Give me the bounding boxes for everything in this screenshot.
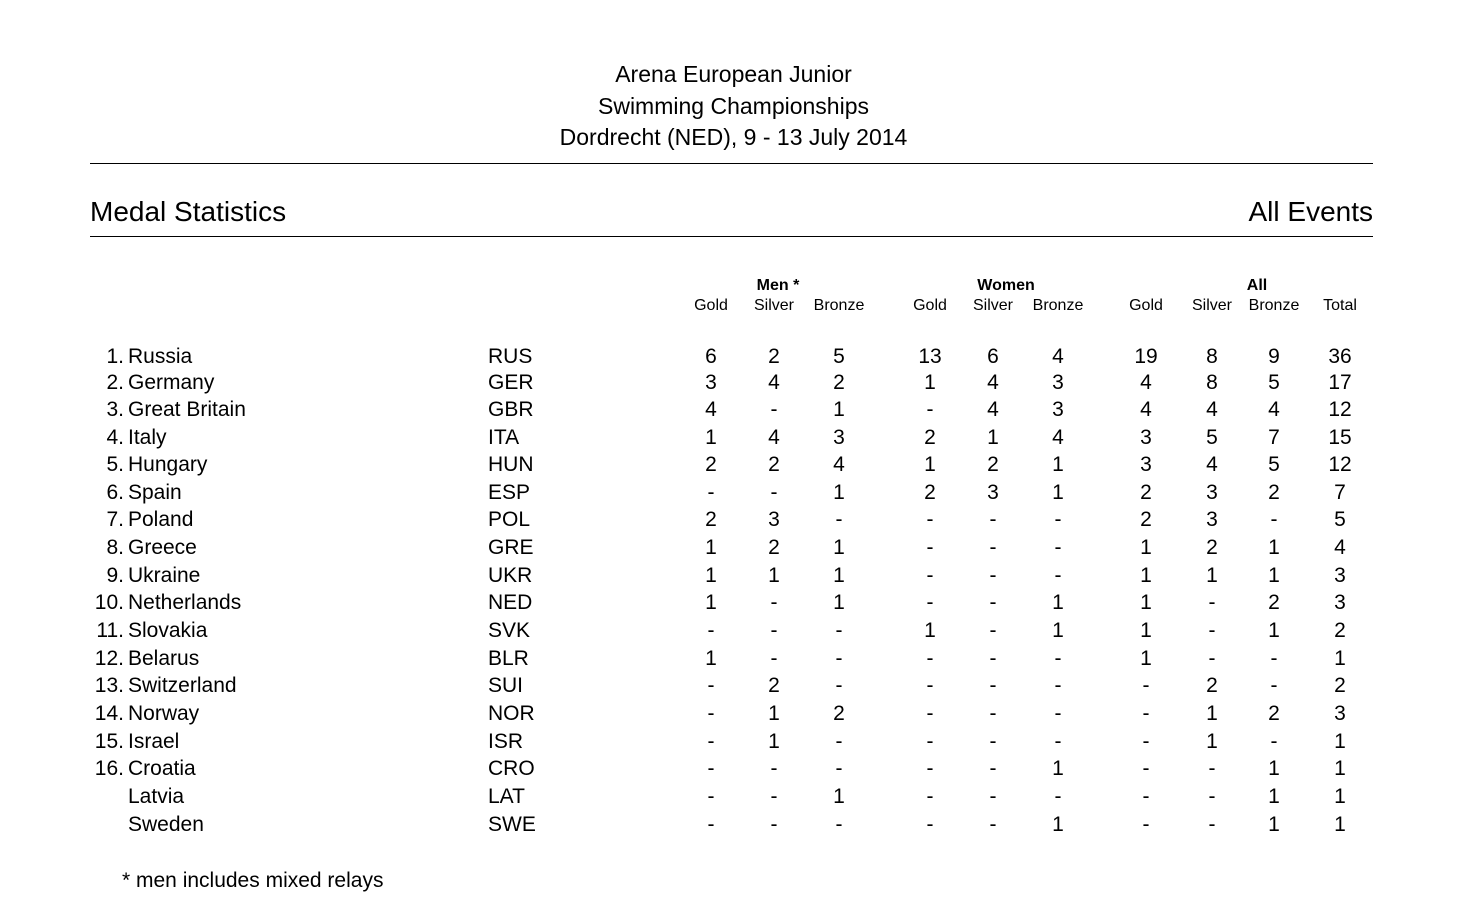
subheader-women-silver: Silver	[972, 297, 1013, 314]
country-cell: Germany	[128, 371, 215, 394]
country-code-cell: CRO	[488, 757, 535, 780]
men-bronze-cell: -	[835, 647, 843, 670]
total-cell: 2	[1334, 619, 1346, 642]
rank-cell: 14.	[94, 702, 124, 725]
men-bronze-cell: 3	[833, 426, 845, 449]
total-cell: 5	[1334, 508, 1346, 531]
table-row	[0, 564, 1467, 590]
country-cell: Hungary	[128, 453, 208, 476]
country-code-cell: POL	[488, 508, 531, 531]
table-row	[0, 508, 1467, 534]
country-code-cell: ESP	[488, 481, 531, 504]
women-silver-cell: -	[989, 702, 997, 725]
men-silver-cell: 2	[768, 674, 780, 697]
women-silver-cell: -	[989, 619, 997, 642]
women-bronze-cell: -	[1054, 785, 1062, 808]
country-code-cell: NOR	[488, 702, 535, 725]
section-divider	[90, 236, 1373, 237]
country-code-cell: HUN	[488, 453, 534, 476]
table-row	[0, 813, 1467, 839]
women-bronze-cell: 1	[1052, 619, 1064, 642]
country-cell: Poland	[128, 508, 194, 531]
men-bronze-cell: 4	[833, 453, 845, 476]
men-silver-cell: 2	[768, 453, 780, 476]
doc-title-line3: Dordrecht (NED), 9 - 13 July 2014	[559, 124, 908, 150]
women-silver-cell: 6	[987, 345, 999, 368]
table-row	[0, 536, 1467, 562]
country-cell: Ukraine	[128, 564, 201, 587]
all-gold-cell: 4	[1140, 371, 1152, 394]
all-bronze-cell: 2	[1268, 702, 1280, 725]
all-bronze-cell: 2	[1268, 481, 1280, 504]
total-cell: 3	[1334, 591, 1346, 614]
men-silver-cell: -	[770, 785, 778, 808]
rank-cell: 9.	[106, 564, 124, 587]
country-cell: Belarus	[128, 647, 200, 670]
women-bronze-cell: 4	[1052, 426, 1064, 449]
country-code-cell: NED	[488, 591, 533, 614]
men-gold-cell: -	[707, 674, 715, 697]
all-silver-cell: 3	[1206, 508, 1218, 531]
women-bronze-cell: 1	[1052, 481, 1064, 504]
women-bronze-cell: -	[1054, 564, 1062, 587]
men-bronze-cell: 2	[833, 702, 845, 725]
all-gold-cell: -	[1142, 730, 1150, 753]
all-silver-cell: -	[1208, 647, 1216, 670]
all-gold-cell: 1	[1140, 564, 1152, 587]
rank-cell: 10.	[94, 591, 124, 614]
total-cell: 1	[1334, 785, 1346, 808]
men-gold-cell: 1	[705, 426, 717, 449]
women-gold-cell: -	[926, 702, 934, 725]
rank-cell: 4.	[106, 426, 124, 449]
men-bronze-cell: 5	[833, 345, 845, 368]
women-silver-cell: -	[989, 564, 997, 587]
women-bronze-cell: -	[1054, 536, 1062, 559]
women-gold-cell: 1	[924, 453, 936, 476]
men-silver-cell: 1	[768, 702, 780, 725]
country-cell: Spain	[128, 481, 182, 504]
country-cell: Italy	[128, 426, 167, 449]
men-gold-cell: -	[707, 619, 715, 642]
total-cell: 36	[1328, 345, 1352, 368]
subheader-all-bronze: Bronze	[1248, 297, 1300, 314]
all-silver-cell: -	[1208, 813, 1216, 836]
men-bronze-cell: -	[835, 757, 843, 780]
all-gold-cell: 1	[1140, 536, 1152, 559]
doc-title-line2: Swimming Championships	[598, 93, 869, 119]
all-silver-cell: 8	[1206, 371, 1218, 394]
women-bronze-cell: 3	[1052, 398, 1064, 421]
country-code-cell: SVK	[488, 619, 531, 642]
all-gold-cell: 3	[1140, 426, 1152, 449]
country-code-cell: GER	[488, 371, 534, 394]
total-cell: 1	[1334, 757, 1346, 780]
women-bronze-cell: -	[1054, 702, 1062, 725]
table-row	[0, 619, 1467, 645]
total-cell: 3	[1334, 564, 1346, 587]
men-silver-cell: -	[770, 647, 778, 670]
total-cell: 3	[1334, 702, 1346, 725]
rank-cell: 5.	[106, 453, 124, 476]
all-gold-cell: 19	[1134, 345, 1158, 368]
men-gold-cell: 1	[705, 564, 717, 587]
all-bronze-cell: 1	[1268, 757, 1280, 780]
all-silver-cell: 2	[1206, 536, 1218, 559]
rank-cell: 12.	[94, 647, 124, 670]
men-silver-cell: -	[770, 481, 778, 504]
all-bronze-cell: 5	[1268, 371, 1280, 394]
all-gold-cell: 4	[1140, 398, 1152, 421]
men-bronze-cell: 1	[833, 481, 845, 504]
all-silver-cell: -	[1208, 785, 1216, 808]
all-gold-cell: -	[1142, 785, 1150, 808]
table-row	[0, 591, 1467, 617]
country-code-cell: UKR	[488, 564, 533, 587]
total-cell: 2	[1334, 674, 1346, 697]
total-cell: 4	[1334, 536, 1346, 559]
country-code-cell: ISR	[488, 730, 524, 753]
all-bronze-cell: 9	[1268, 345, 1280, 368]
women-silver-cell: -	[989, 647, 997, 670]
all-silver-cell: 5	[1206, 426, 1218, 449]
women-bronze-cell: 4	[1052, 345, 1064, 368]
men-gold-cell: 1	[705, 536, 717, 559]
all-gold-cell: 2	[1140, 508, 1152, 531]
total-cell: 7	[1334, 481, 1346, 504]
men-gold-cell: 4	[705, 398, 717, 421]
men-bronze-cell: 1	[833, 785, 845, 808]
all-gold-cell: 1	[1140, 619, 1152, 642]
all-gold-cell: -	[1142, 757, 1150, 780]
all-bronze-cell: 4	[1268, 398, 1280, 421]
all-silver-cell: 4	[1206, 398, 1218, 421]
men-gold-cell: -	[707, 757, 715, 780]
women-gold-cell: -	[926, 564, 934, 587]
women-bronze-cell: 3	[1052, 371, 1064, 394]
men-bronze-cell: -	[835, 619, 843, 642]
country-code-cell: RUS	[488, 345, 533, 368]
total-cell: 15	[1328, 426, 1352, 449]
group-header-women: Women	[977, 277, 1035, 294]
men-bronze-cell: -	[835, 813, 843, 836]
table-row	[0, 453, 1467, 479]
women-silver-cell: -	[989, 785, 997, 808]
table-row	[0, 371, 1467, 397]
women-bronze-cell: 1	[1052, 813, 1064, 836]
footnote: * men includes mixed relays	[122, 869, 384, 892]
table-row	[0, 426, 1467, 452]
country-code-cell: GRE	[488, 536, 534, 559]
rank-cell: 8.	[106, 536, 124, 559]
all-silver-cell: 8	[1206, 345, 1218, 368]
country-cell: Netherlands	[128, 591, 242, 614]
women-gold-cell: 1	[924, 371, 936, 394]
all-bronze-cell: -	[1270, 674, 1278, 697]
women-silver-cell: -	[989, 536, 997, 559]
all-gold-cell: 1	[1140, 647, 1152, 670]
table-row	[0, 647, 1467, 673]
men-silver-cell: -	[770, 591, 778, 614]
all-bronze-cell: 1	[1268, 785, 1280, 808]
group-header-men: Men *	[756, 277, 800, 294]
table-row	[0, 674, 1467, 700]
doc-title-line1: Arena European Junior	[615, 61, 852, 87]
group-header-all: All	[1246, 277, 1268, 294]
all-bronze-cell: -	[1270, 647, 1278, 670]
women-silver-cell: -	[989, 813, 997, 836]
women-gold-cell: -	[926, 508, 934, 531]
rank-cell: 2.	[106, 371, 124, 394]
table-row	[0, 398, 1467, 424]
men-silver-cell: 4	[768, 426, 780, 449]
all-silver-cell: -	[1208, 757, 1216, 780]
women-gold-cell: 1	[924, 619, 936, 642]
men-bronze-cell: -	[835, 674, 843, 697]
women-silver-cell: 2	[987, 453, 999, 476]
country-code-cell: GBR	[488, 398, 534, 421]
men-silver-cell: -	[770, 813, 778, 836]
rank-cell: 1.	[106, 345, 124, 368]
subheader-women-gold: Gold	[913, 297, 947, 314]
men-gold-cell: 2	[705, 453, 717, 476]
women-gold-cell: -	[926, 647, 934, 670]
table-row	[0, 730, 1467, 756]
women-bronze-cell: -	[1054, 730, 1062, 753]
women-gold-cell: -	[926, 674, 934, 697]
country-cell: Russia	[128, 345, 193, 368]
women-gold-cell: -	[926, 591, 934, 614]
men-gold-cell: -	[707, 481, 715, 504]
men-gold-cell: 3	[705, 371, 717, 394]
country-cell: Greece	[128, 536, 197, 559]
subheader-women-bronze: Bronze	[1032, 297, 1084, 314]
rank-cell: 6.	[106, 481, 124, 504]
subheader-total: Total	[1323, 297, 1357, 314]
all-bronze-cell: -	[1270, 508, 1278, 531]
table-row	[0, 345, 1467, 371]
country-cell: Switzerland	[128, 674, 237, 697]
women-bronze-cell: -	[1054, 508, 1062, 531]
men-bronze-cell: 1	[833, 536, 845, 559]
header-divider	[90, 163, 1373, 164]
country-code-cell: SUI	[488, 674, 524, 697]
men-bronze-cell: 1	[833, 398, 845, 421]
women-silver-cell: -	[989, 757, 997, 780]
total-cell: 1	[1334, 813, 1346, 836]
women-silver-cell: -	[989, 674, 997, 697]
men-silver-cell: 4	[768, 371, 780, 394]
all-bronze-cell: 2	[1268, 591, 1280, 614]
men-gold-cell: -	[707, 730, 715, 753]
all-bronze-cell: 7	[1268, 426, 1280, 449]
rank-cell: 16.	[94, 757, 124, 780]
table-row	[0, 757, 1467, 783]
country-code-cell: ITA	[488, 426, 520, 449]
men-silver-cell: -	[770, 619, 778, 642]
men-silver-cell: 2	[768, 536, 780, 559]
subheader-men-bronze: Bronze	[813, 297, 865, 314]
table-row	[0, 481, 1467, 507]
women-gold-cell: 2	[924, 426, 936, 449]
all-bronze-cell: 1	[1268, 619, 1280, 642]
all-gold-cell: -	[1142, 702, 1150, 725]
total-cell: 12	[1328, 453, 1352, 476]
men-gold-cell: 2	[705, 508, 717, 531]
women-gold-cell: 13	[918, 345, 942, 368]
men-bronze-cell: -	[835, 730, 843, 753]
subheader-all-silver: Silver	[1191, 297, 1232, 314]
all-silver-cell: 4	[1206, 453, 1218, 476]
men-silver-cell: -	[770, 757, 778, 780]
all-bronze-cell: 5	[1268, 453, 1280, 476]
country-cell: Norway	[128, 702, 200, 725]
rank-cell: 3.	[106, 398, 124, 421]
country-cell: Great Britain	[128, 398, 246, 421]
women-silver-cell: -	[989, 730, 997, 753]
all-silver-cell: 1	[1206, 730, 1218, 753]
women-bronze-cell: -	[1054, 674, 1062, 697]
all-gold-cell: 1	[1140, 591, 1152, 614]
country-code-cell: SWE	[488, 813, 536, 836]
women-bronze-cell: -	[1054, 647, 1062, 670]
all-silver-cell: 2	[1206, 674, 1218, 697]
all-bronze-cell: 1	[1268, 536, 1280, 559]
women-bronze-cell: 1	[1052, 757, 1064, 780]
women-gold-cell: -	[926, 757, 934, 780]
total-cell: 12	[1328, 398, 1352, 421]
men-gold-cell: 6	[705, 345, 717, 368]
all-gold-cell: 2	[1140, 481, 1152, 504]
men-gold-cell: 1	[705, 591, 717, 614]
men-silver-cell: 1	[768, 564, 780, 587]
country-cell: Slovakia	[128, 619, 208, 642]
men-bronze-cell: 2	[833, 371, 845, 394]
all-bronze-cell: 1	[1268, 564, 1280, 587]
women-bronze-cell: 1	[1052, 591, 1064, 614]
men-silver-cell: 3	[768, 508, 780, 531]
subheader-men-silver: Silver	[753, 297, 794, 314]
men-bronze-cell: 1	[833, 564, 845, 587]
country-code-cell: LAT	[488, 785, 525, 808]
women-gold-cell: -	[926, 785, 934, 808]
section-title: Medal Statistics	[90, 196, 287, 227]
all-silver-cell: -	[1208, 591, 1216, 614]
men-silver-cell: 1	[768, 730, 780, 753]
total-cell: 1	[1334, 647, 1346, 670]
men-bronze-cell: 1	[833, 591, 845, 614]
country-cell: Croatia	[128, 757, 196, 780]
women-silver-cell: 4	[987, 371, 999, 394]
country-cell: Latvia	[128, 785, 185, 808]
rank-cell: 7.	[106, 508, 124, 531]
total-cell: 1	[1334, 730, 1346, 753]
all-silver-cell: 3	[1206, 481, 1218, 504]
subheader-men-gold: Gold	[694, 297, 728, 314]
all-silver-cell: 1	[1206, 702, 1218, 725]
country-cell: Sweden	[128, 813, 204, 836]
rank-cell: 15.	[94, 730, 124, 753]
women-gold-cell: -	[926, 813, 934, 836]
total-cell: 17	[1328, 371, 1352, 394]
men-gold-cell: -	[707, 702, 715, 725]
all-bronze-cell: -	[1270, 730, 1278, 753]
women-silver-cell: 3	[987, 481, 999, 504]
women-silver-cell: -	[989, 508, 997, 531]
women-gold-cell: 2	[924, 481, 936, 504]
all-silver-cell: 1	[1206, 564, 1218, 587]
women-silver-cell: -	[989, 591, 997, 614]
table-row	[0, 702, 1467, 728]
country-cell: Israel	[128, 730, 180, 753]
table-row	[0, 785, 1467, 811]
all-gold-cell: 3	[1140, 453, 1152, 476]
country-code-cell: BLR	[488, 647, 529, 670]
women-silver-cell: 1	[987, 426, 999, 449]
all-gold-cell: -	[1142, 674, 1150, 697]
women-silver-cell: 4	[987, 398, 999, 421]
women-gold-cell: -	[926, 536, 934, 559]
women-gold-cell: -	[926, 730, 934, 753]
rank-cell: 13.	[94, 674, 124, 697]
all-gold-cell: -	[1142, 813, 1150, 836]
rank-cell: 11.	[96, 619, 124, 642]
men-gold-cell: 1	[705, 647, 717, 670]
women-gold-cell: -	[926, 398, 934, 421]
men-silver-cell: -	[770, 398, 778, 421]
men-silver-cell: 2	[768, 345, 780, 368]
all-silver-cell: -	[1208, 619, 1216, 642]
men-gold-cell: -	[707, 785, 715, 808]
section-scope: All Events	[1248, 196, 1373, 227]
women-bronze-cell: 1	[1052, 453, 1064, 476]
all-bronze-cell: 1	[1268, 813, 1280, 836]
men-bronze-cell: -	[835, 508, 843, 531]
men-gold-cell: -	[707, 813, 715, 836]
subheader-all-gold: Gold	[1129, 297, 1163, 314]
